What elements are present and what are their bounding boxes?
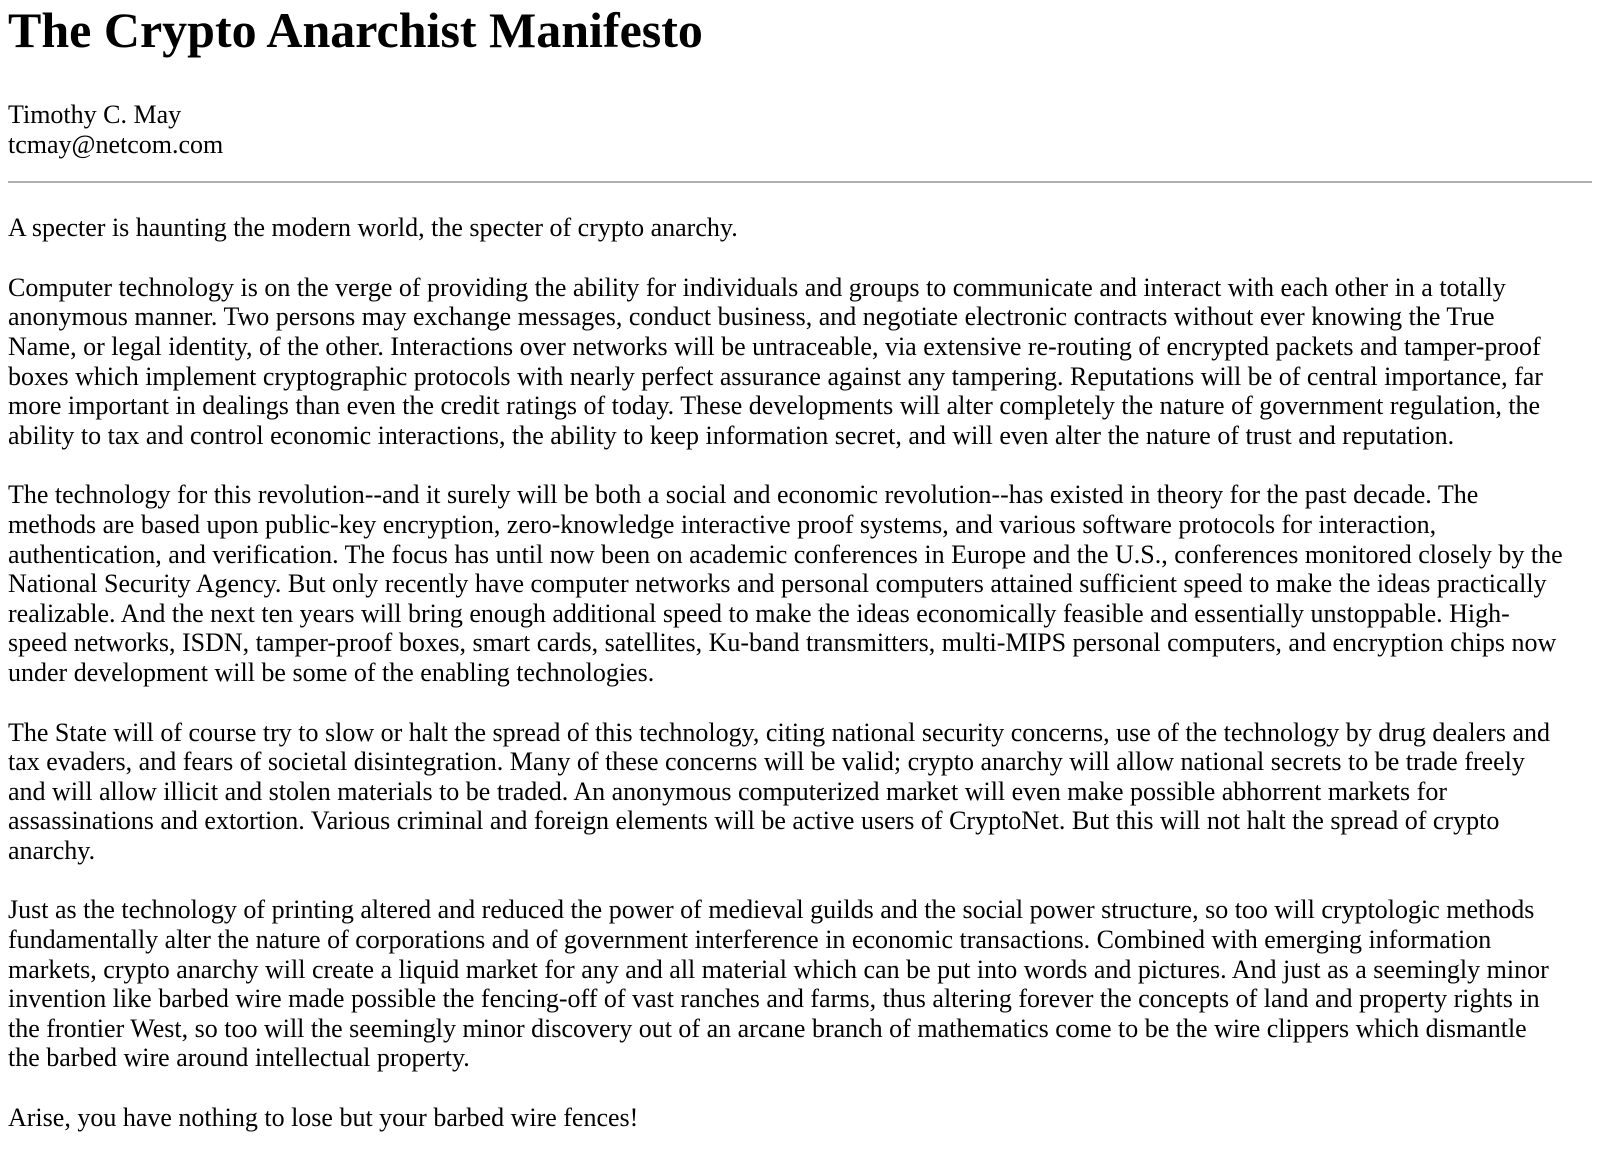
manifesto-paragraph: A specter is haunting the modern world, the specter of crypto anarchy. [8,213,738,243]
manifesto-paragraph: Arise, you have nothing to lose but your barbed wire fences! [8,1103,639,1133]
manifesto-paragraph: The technology for this revolution--and it surely will be both a social and economic revolution--has existed in theory for the past decade. The methods are based upon public-key encryption, zero-knowledge interactive proof systems, and various software protocols for interaction, authentication, and verification. The focus has until now been on academic conferences in Europe and the U.S., conferences monitored closely by the National Security Agency. But only recently have computer networks and personal computers attained sufficient speed to make the ideas practically realizable. And the next ten years will bring enough additional speed to make the ideas economically feasible and essentially unstoppable. High-speed networks, ISDN, tamper-proof boxes, smart cards, satellites, Ku-band transmitters, multi-MIPS personal computers, and encryption chips now under development will be some of the enabling technologies. [8,480,1563,687]
manifesto-paragraph: Computer technology is on the verge of providing the ability for individuals and groups to communicate and interact with each other in a totally anonymous manner. Two persons may exchange messages, conduct business, and negotiate electronic contracts without ever knowing the True Name, or legal identity, of the other. Interactions over networks will be untraceable, via extensive re-routing of encrypted packets and tamper-proof boxes which implement cryptographic protocols with nearly perfect assurance against any tampering. Reputations will be of central importance, far more important in dealings than even the credit ratings of today. These developments will alter completely the nature of government regulation, the ability to tax and control economic interactions, the ability to keep information secret, and will even alter the nature of trust and reputation. [8,272,1543,450]
author-block [8,100,1592,159]
manifesto-paragraph: Just as the technology of printing altered and reduced the power of medieval guilds and the social power structure, so too will cryptologic methods fundamentally alter the nature of corporations and of government interference in economic transactions. Combined with emerging information markets, crypto anarchy will create a liquid market for any and all material which can be put into words and pictures. And just as a seemingly minor invention like barbed wire made possible the fencing-off of vast ranches and farms, thus altering forever the concepts of land and property rights in the frontier West, so too will the seemingly minor discovery out of an arcane branch of mathematics come to be the wire clippers which dismantle the barbed wire around intellectual property. [8,895,1549,1073]
author-email: tcmay@netcom.com [8,129,224,159]
page-title: The Crypto Anarchist Manifesto [8,2,703,58]
divider [8,181,1592,183]
manifesto-paragraph: The State will of course try to slow or halt the spread of this technology, citing national security concerns, use of the technology by drug dealers and tax evaders, and fears of societal disintegration. Many of these concerns will be valid; crypto anarchy will allow national secrets to be trade freely and will allow illicit and stolen materials to be traded. An anonymous computerized market will even make possible abhorrent markets for assassinations and extortion. Various criminal and foreign elements will be active users of CryptoNet. But this will not halt the spread of crypto anarchy. [8,717,1551,865]
author-name: Timothy C. May [8,100,182,129]
